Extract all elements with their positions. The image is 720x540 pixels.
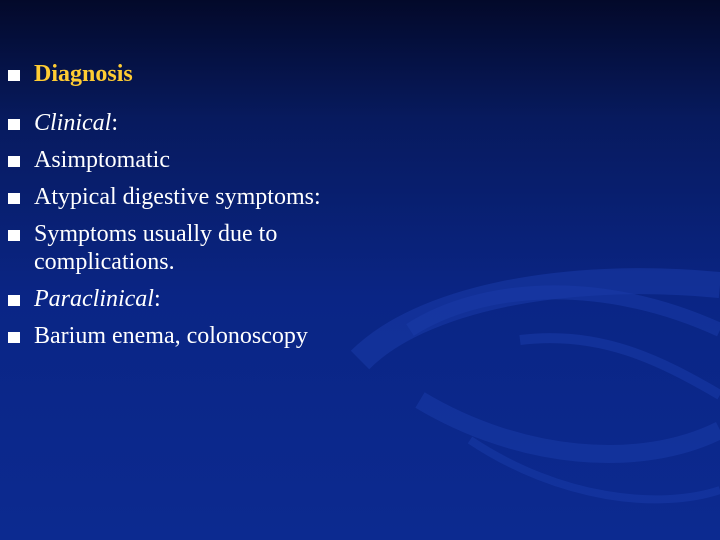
- clinical-colon: :: [111, 109, 119, 136]
- bullet-text-atypical-symptoms: Atypical digestive symptoms:: [34, 183, 321, 210]
- bullet-text-complications: Symptoms usually due to complications.: [34, 220, 278, 275]
- bullet-item-barium-enema: [8, 322, 348, 351]
- square-bullet-icon: [8, 119, 20, 130]
- bullet-text-barium-enema: Barium enema, colonoscopy: [34, 323, 308, 349]
- paraclinical-label: Paraclinical: [34, 286, 154, 312]
- paraclinical-colon: :: [153, 286, 161, 312]
- square-bullet-icon: [8, 70, 20, 81]
- bullet-item-asimptomatic: [8, 146, 348, 175]
- bullet-item-atypical-symptoms: [8, 183, 348, 212]
- square-bullet-icon: [8, 230, 20, 241]
- square-bullet-icon: [8, 156, 20, 167]
- bullet-item-diagnosis: [8, 60, 348, 89]
- clinical-label: Clinical: [34, 109, 112, 136]
- square-bullet-icon: [8, 295, 20, 306]
- bullet-item-complications: [8, 220, 348, 277]
- bullet-text-clinical: [34, 110, 118, 136]
- heading-diagnosis: Diagnosis: [34, 61, 133, 87]
- bullet-text-asimptomatic: Asimptomatic: [34, 146, 170, 173]
- square-bullet-icon: [8, 332, 20, 343]
- bullet-list: [8, 60, 348, 359]
- bullet-item-paraclinical: [8, 285, 348, 314]
- bullet-item-clinical: [8, 109, 348, 138]
- bullet-text-paraclinical: [34, 286, 161, 312]
- square-bullet-icon: [8, 193, 20, 204]
